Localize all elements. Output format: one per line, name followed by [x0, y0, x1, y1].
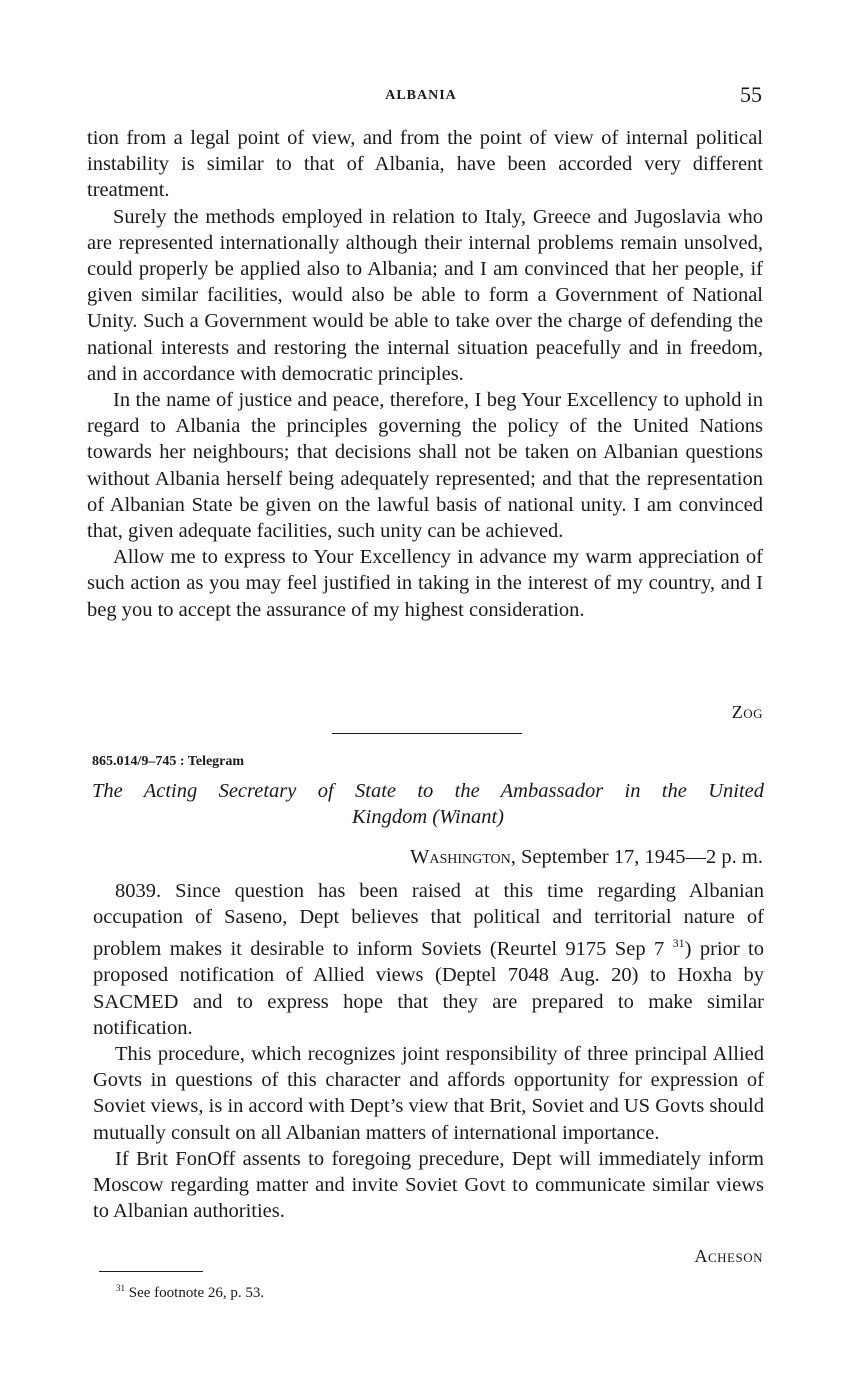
letter-signature: Zog — [731, 702, 763, 722]
document-title-line-1: The Acting Secretary of State to the Ambassador in the United — [92, 780, 764, 802]
telegram-paragraph-1-text: 8039. Since question has been raised at this time regarding Albanian occupation of Saseno, Dept believes that political and territorial nature of problem makes it desirable to inform Soviets (Reurtel 9175 Sep 7 — [93, 880, 764, 961]
document-title-line-2: Kingdom (Winant) — [351, 806, 505, 828]
telegram-signature: Acheson — [694, 1246, 763, 1266]
document-title — [92, 778, 764, 830]
page-number: 55 — [740, 82, 762, 107]
letter-paragraph-1: tion from a legal point of view, and from the point of view of internal political instability is similar to that of Albania, have been accorded very different treatment. — [87, 127, 763, 202]
letter-paragraph-4: Allow me to express to Your Excellency in advance my warm appreciation of such action as you may feel justified in taking in the interest of my country, and I beg you to accept the assurance of my highest consideration. — [87, 546, 763, 621]
file-reference: 865.014/9–745 : Telegram — [92, 754, 245, 769]
footnote-reference: 31 — [672, 936, 685, 951]
dateline-place: Washington — [409, 846, 511, 868]
letter-paragraph-3: In the name of justice and peace, therefore, I beg Your Excellency to uphold in regard to Albania the principles governing the policy of the United Nations towards her neighbours; that decisions shall not be taken on Albanian questions without Albania herself being adequately represented; and that the representation of Albanian State be given on the lawful basis of national unity. I am convinced that, given adequate facilities, such unity can be achieved. — [87, 389, 763, 543]
footnote — [116, 1283, 264, 1302]
section-divider — [332, 733, 522, 734]
running-head-title: ALBANIA — [385, 88, 457, 103]
telegram-paragraph-1-text-cont: ) prior to proposed notification of Allied views (Deptel 7048 Aug. 20) to Hoxha by SACMED and to express hope that they are prepared to make similar notification. — [93, 938, 765, 1039]
letter-paragraph-2: Surely the methods employed in relation to Italy, Greece and Jugoslavia who are represented internationally although their internal problems remain unsolved, could properly be applied also to Albania; and I am convinced that her people, if given similar facilities, would also be able to form a Government of National Unity. Such a Government would be able to take over the charge of defending the national interests and restoring the internal situation peacefully and in freedom, and in accordance with democratic principles. — [87, 205, 763, 385]
footnote-text: See footnote 26, p. 53. — [128, 1285, 265, 1301]
footnote-marker: 31 — [116, 1283, 125, 1293]
running-head — [0, 82, 855, 110]
dateline-date: , September 17, 1945—2 p. m. — [510, 846, 763, 868]
telegram-paragraph-3: If Brit FonOff assents to foregoing precedure, Dept will immediately inform Moscow regarding matter and invite Soviet Govt to communicate similar views to Albanian authorities. — [93, 1147, 764, 1223]
dateline — [410, 846, 763, 869]
letter-body — [87, 125, 763, 623]
footnote-rule — [99, 1271, 203, 1272]
telegram-body — [93, 878, 764, 1224]
telegram-paragraph-2: This procedure, which recognizes joint responsibility of three principal Allied Govts in questions of this character and affords opportunity for expression of Soviet views, is in accord with Dept’s view that Brit, Soviet and US Govts should mutually consult on all Albanian matters of international importance. — [93, 1043, 764, 1144]
telegram-paragraph-1 — [93, 878, 764, 1041]
